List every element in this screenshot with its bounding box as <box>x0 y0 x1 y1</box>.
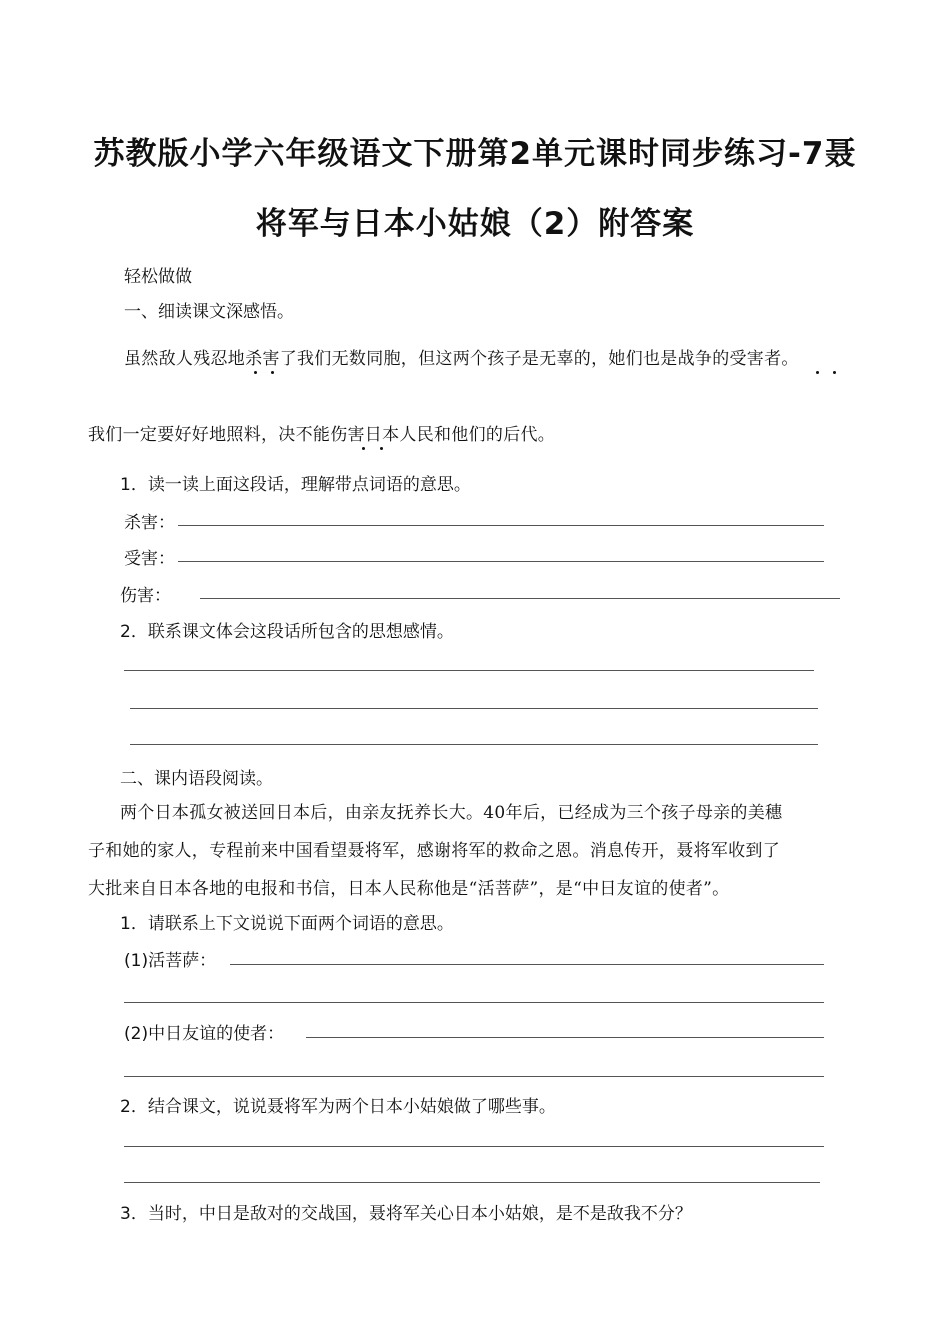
answer-line[interactable] <box>130 708 818 709</box>
emphasis-dot <box>816 371 819 374</box>
answer-line-huopusa[interactable] <box>230 964 824 965</box>
answer-line[interactable] <box>124 1076 824 1077</box>
emphasis-dot <box>271 371 274 374</box>
answer-line[interactable] <box>124 1002 824 1003</box>
answer-line[interactable] <box>124 1182 820 1183</box>
part1-passage-line1: 虽然敌人残忍地杀害了我们无数同胞，但这两个孩子是无辜的，她们也是战争的受害者。 <box>124 349 799 369</box>
part2-question1: 1．请联系上下文说说下面两个词语的意思。 <box>120 914 454 934</box>
part1-question1: 1．读一读上面这段话，理解带点词语的意思。 <box>120 475 471 495</box>
answer-line-shizhe[interactable] <box>306 1037 824 1038</box>
part2-passage-line3: 大批来自日本各地的电报和书信，日本人民称他是“活菩萨”，是“中日友谊的使者”。 <box>88 879 730 899</box>
part1-question2: 2．联系课文体会这段话所包含的思想感情。 <box>120 622 454 642</box>
part2-passage-line1: 两个日本孤女被送回日本后，由亲友抚养长大。40年后，已经成为三个孩子母亲的美穗 <box>120 803 783 823</box>
answer-line-shouhai[interactable] <box>178 561 824 562</box>
part2-passage-line2: 子和她的家人，专程前来中国看望聂将军，感谢将军的救命之恩。消息传开，聂将军收到了 <box>88 841 780 861</box>
part1-heading: 一、细读课文深感悟。 <box>124 302 294 322</box>
emphasis-dot <box>833 371 836 374</box>
answer-line[interactable] <box>130 744 818 745</box>
answer-line-shahai[interactable] <box>178 525 824 526</box>
emphasis-dot <box>362 447 365 450</box>
emphasis-dot <box>254 371 257 374</box>
document-title-line1: 苏教版小学六年级语文下册第2单元课时同步练习-7聂 <box>93 136 857 172</box>
part2-heading: 二、课内语段阅读。 <box>120 769 273 789</box>
section-label: 轻松做做 <box>124 267 192 287</box>
document-title-line2: 将军与日本小姑娘（2）附答案 <box>255 206 695 242</box>
term-label-shouhai: 受害： <box>124 549 175 569</box>
term-label-shahai: 杀害： <box>124 513 175 533</box>
item-label-huopusa: (1)活菩萨： <box>124 951 217 971</box>
term-label-shanghai: 伤害： <box>120 586 171 606</box>
emphasis-dot <box>380 447 383 450</box>
answer-line-shanghai[interactable] <box>200 598 840 599</box>
answer-line[interactable] <box>124 1146 824 1147</box>
answer-line[interactable] <box>124 670 814 671</box>
part2-question2: 2．结合课文，说说聂将军为两个日本小姑娘做了哪些事。 <box>120 1097 556 1117</box>
item-label-shizhe: (2)中日友谊的使者： <box>124 1024 285 1044</box>
part2-question3: 3．当时，中日是敌对的交战国，聂将军关心日本小姑娘，是不是敌我不分？ <box>120 1204 692 1224</box>
part1-passage-line2: 我们一定要好好地照料，决不能伤害日本人民和他们的后代。 <box>88 425 556 445</box>
